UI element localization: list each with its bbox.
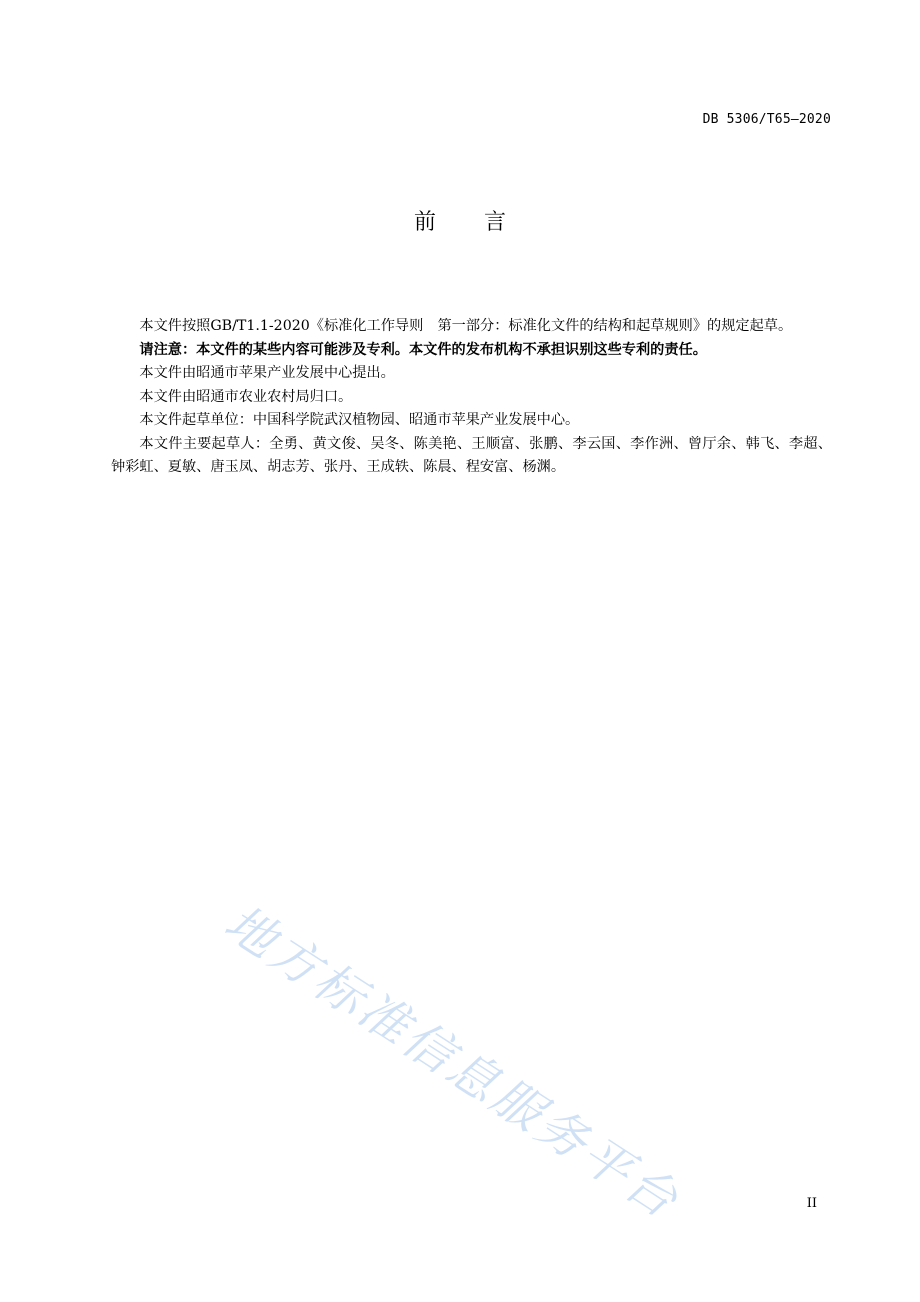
page-number: II [806,1196,817,1211]
page-title: 前言 [413,210,554,235]
paragraph-patent-notice: 请注意：本文件的某些内容可能涉及专利。本文件的发布机构不承担识别这些专利的责任。 [139,341,707,358]
paragraph-drafters: 本文件主要起草人：全勇、黄文俊、吴冬、陈美艳、王顺富、张鹏、李云国、李作洲、曾厅余、韩飞、李超、钟彩虹、夏敏、唐玉凤、胡志芳、张丹、王成轶、陈晨、程安富、杨渊。 [111,435,832,475]
paragraph-drafting-rules: 本文件按照GB/T1.1-2020《标准化工作导则 第一部分：标准化文件的结构和起草规则》的规定起草。 [139,318,793,334]
paragraph-proposer: 本文件由昭通市苹果产业发展中心提出。 [139,365,395,381]
paragraph-drafting-units: 本文件起草单位：中国科学院武汉植物园、昭通市苹果产业发展中心。 [139,412,580,428]
document-code: DB 5306/T65—2020 [702,112,831,127]
watermark-text: 地方标准信息服务平台 [214,894,691,1231]
foreword-body [111,315,832,480]
paragraph-centralized-unit: 本文件由昭通市农业农村局归口。 [139,388,353,405]
